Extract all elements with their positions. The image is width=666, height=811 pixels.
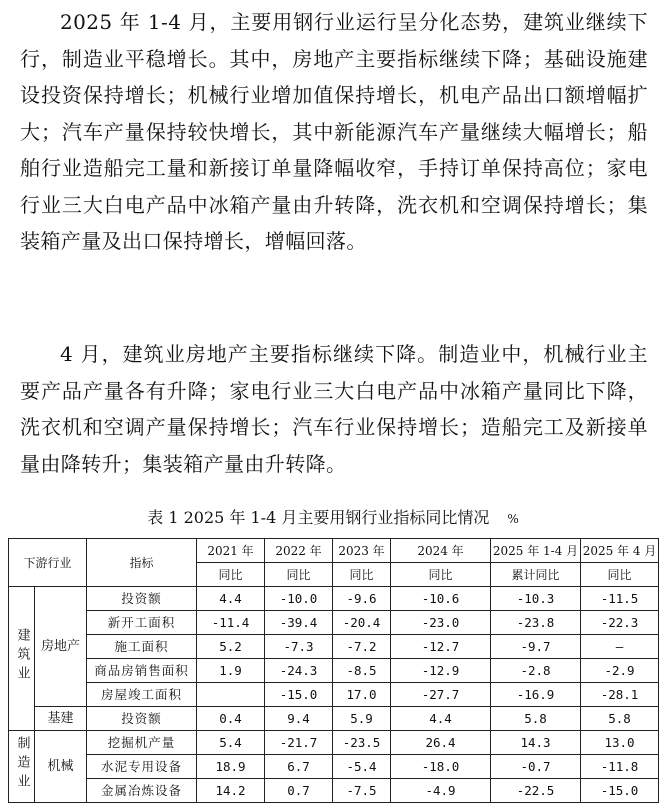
value-cell: 26.4 bbox=[391, 731, 491, 755]
value-cell: 5.9 bbox=[333, 707, 391, 731]
value-cell: -21.7 bbox=[265, 731, 333, 755]
value-cell: -11.8 bbox=[581, 755, 659, 779]
value-cell: -20.4 bbox=[333, 611, 391, 635]
value-cell: — bbox=[581, 635, 659, 659]
header-year: 2025 年 1-4 月 bbox=[491, 539, 581, 563]
table-caption bbox=[0, 505, 666, 532]
header-downstream: 下游行业 bbox=[9, 539, 87, 587]
header-year: 2022 年 bbox=[265, 539, 333, 563]
value-cell: 14.2 bbox=[197, 779, 265, 803]
value-cell: 5.8 bbox=[491, 707, 581, 731]
value-cell: -11.4 bbox=[197, 611, 265, 635]
table-row bbox=[9, 659, 659, 683]
table-row bbox=[9, 755, 659, 779]
group-manufacturing: 制造业 bbox=[9, 731, 35, 803]
header-year: 2025 年 4 月 bbox=[581, 539, 659, 563]
table-title: 表 1 2025 年 1-4 月主要用钢行业指标同比情况 bbox=[147, 508, 490, 527]
header-sub: 同比 bbox=[581, 563, 659, 587]
value-cell: -15.0 bbox=[581, 779, 659, 803]
value-cell: -4.9 bbox=[391, 779, 491, 803]
value-cell: 4.4 bbox=[391, 707, 491, 731]
table-row bbox=[9, 587, 659, 611]
header-year: 2023 年 bbox=[333, 539, 391, 563]
indicator-cell: 金属冶炼设备 bbox=[87, 779, 197, 803]
header-sub: 同比 bbox=[197, 563, 265, 587]
header-row-years bbox=[9, 539, 659, 563]
value-cell: 6.7 bbox=[265, 755, 333, 779]
value-cell: -2.8 bbox=[491, 659, 581, 683]
value-cell: 13.0 bbox=[581, 731, 659, 755]
value-cell: 18.9 bbox=[197, 755, 265, 779]
value-cell: -23.0 bbox=[391, 611, 491, 635]
indicator-cell: 投资额 bbox=[87, 707, 197, 731]
value-cell bbox=[197, 683, 265, 707]
indicator-cell: 房屋竣工面积 bbox=[87, 683, 197, 707]
steel-industry-table bbox=[8, 538, 659, 803]
value-cell: -7.3 bbox=[265, 635, 333, 659]
value-cell: -18.0 bbox=[391, 755, 491, 779]
indicator-cell: 投资额 bbox=[87, 587, 197, 611]
value-cell: 5.2 bbox=[197, 635, 265, 659]
value-cell: -23.8 bbox=[491, 611, 581, 635]
header-year: 2024 年 bbox=[391, 539, 491, 563]
value-cell: 4.4 bbox=[197, 587, 265, 611]
table-row bbox=[9, 683, 659, 707]
header-sub: 同比 bbox=[265, 563, 333, 587]
value-cell: -12.7 bbox=[391, 635, 491, 659]
value-cell: -7.5 bbox=[333, 779, 391, 803]
value-cell: -27.7 bbox=[391, 683, 491, 707]
value-cell: 17.0 bbox=[333, 683, 391, 707]
value-cell: 5.4 bbox=[197, 731, 265, 755]
paragraph-summary: 2025 年 1-4 月，主要用钢行业运行呈分化态势，建筑业继续下行，制造业平稳增长。其中，房地产主要指标继续下降；基础设施建设投资保持增长；机械行业增加值保持增长，机电产品出口额增幅扩大；汽车产量保持较快增长，其中新能源汽车产量继续大幅增长；船舶行业造船完工量和新接订单量降幅收窄，手持订单保持高位；家电行业三大白电产品中冰箱产量由升转降，洗衣机和空调保持增长；集装箱产量及出口保持增长，增幅回落。 bbox=[20, 10, 648, 253]
value-cell: 5.8 bbox=[581, 707, 659, 731]
header-sub: 同比 bbox=[391, 563, 491, 587]
indicator-cell: 新开工面积 bbox=[87, 611, 197, 635]
header-sub: 累计同比 bbox=[491, 563, 581, 587]
value-cell: 0.4 bbox=[197, 707, 265, 731]
value-cell: -2.9 bbox=[581, 659, 659, 683]
value-cell: -24.3 bbox=[265, 659, 333, 683]
value-cell: -23.5 bbox=[333, 731, 391, 755]
table-row bbox=[9, 779, 659, 803]
value-cell: 0.7 bbox=[265, 779, 333, 803]
value-cell: -10.3 bbox=[491, 587, 581, 611]
table-row bbox=[9, 611, 659, 635]
value-cell: 1.9 bbox=[197, 659, 265, 683]
value-cell: -9.6 bbox=[333, 587, 391, 611]
table-row bbox=[9, 635, 659, 659]
table-row bbox=[9, 731, 659, 755]
table-row bbox=[9, 707, 659, 731]
value-cell: -22.5 bbox=[491, 779, 581, 803]
value-cell: -9.7 bbox=[491, 635, 581, 659]
indicator-cell: 商品房销售面积 bbox=[87, 659, 197, 683]
value-cell: -11.5 bbox=[581, 587, 659, 611]
indicator-cell: 水泥专用设备 bbox=[87, 755, 197, 779]
indicator-cell: 挖掘机产量 bbox=[87, 731, 197, 755]
paragraph-april: 4 月，建筑业房地产主要指标继续下降。制造业中，机械行业主要产品产量各有升降；家电行业三大白电产品中冰箱产量同比下降，洗衣机和空调产量保持增长；汽车行业保持增长；造船完工及新接单量由降转升；集装箱产量由升转降。 bbox=[20, 342, 648, 476]
group-construction: 建筑业 bbox=[9, 587, 35, 731]
value-cell: -22.3 bbox=[581, 611, 659, 635]
value-cell: -28.1 bbox=[581, 683, 659, 707]
value-cell: 9.4 bbox=[265, 707, 333, 731]
header-sub: 同比 bbox=[333, 563, 391, 587]
value-cell: -16.9 bbox=[491, 683, 581, 707]
value-cell: -7.2 bbox=[333, 635, 391, 659]
value-cell: -8.5 bbox=[333, 659, 391, 683]
value-cell: -0.7 bbox=[491, 755, 581, 779]
value-cell: -10.6 bbox=[391, 587, 491, 611]
value-cell: -10.0 bbox=[265, 587, 333, 611]
group-machinery: 机械 bbox=[35, 731, 87, 803]
value-cell: -15.0 bbox=[265, 683, 333, 707]
header-year: 2021 年 bbox=[197, 539, 265, 563]
group-infrastructure: 基建 bbox=[35, 707, 87, 731]
value-cell: 14.3 bbox=[491, 731, 581, 755]
value-cell: -5.4 bbox=[333, 755, 391, 779]
indicator-cell: 施工面积 bbox=[87, 635, 197, 659]
group-real-estate: 房地产 bbox=[35, 587, 87, 707]
table-unit: % bbox=[507, 512, 519, 526]
value-cell: -39.4 bbox=[265, 611, 333, 635]
value-cell: -12.9 bbox=[391, 659, 491, 683]
header-indicator: 指标 bbox=[87, 539, 197, 587]
